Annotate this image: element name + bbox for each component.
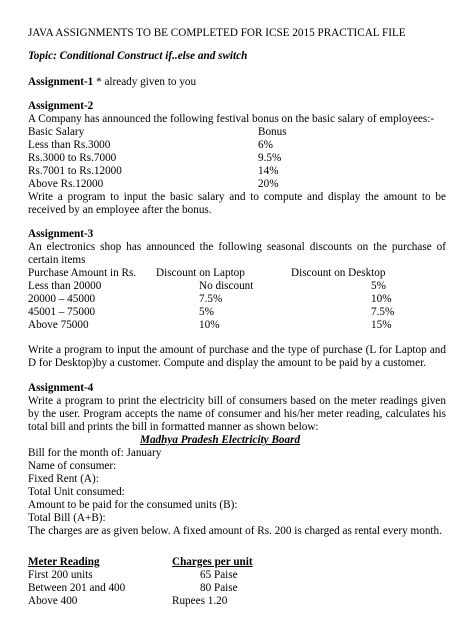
discount-header-desktop: Discount on Desktop: [291, 267, 386, 279]
consumer-name-line: Name of consumer:: [28, 460, 117, 472]
charges-note: The charges are as given below. A fixed amount of Rs. 200 is charged as rental every month.: [28, 525, 442, 537]
bonus-row-range: Rs.7001 to Rs.12000: [28, 165, 122, 177]
discount-row-desktop: 7.5%: [371, 306, 395, 318]
bonus-header-bonus: Bonus: [258, 126, 287, 138]
discount-row-laptop: 10%: [199, 319, 220, 331]
discount-row-desktop: 15%: [371, 319, 392, 331]
topic-heading: Topic: Conditional Construct if..else and switch: [28, 50, 248, 62]
bonus-row-range: Rs.3000 to Rs.7000: [28, 152, 117, 164]
discount-header-laptop: Discount on Laptop: [156, 267, 245, 279]
fixed-rent-line: Fixed Rent (A):: [28, 473, 99, 485]
meter-row-reading: Above 400: [28, 595, 78, 607]
discount-row-laptop: No discount: [199, 280, 254, 292]
discount-header-amount: Purchase Amount in Rs.: [28, 267, 137, 279]
amount-line: Amount to be paid for the consumed units (B):: [28, 499, 238, 511]
bill-month-line: Bill for the month of: January: [28, 447, 162, 459]
meter-header-reading: Meter Reading: [28, 556, 100, 568]
meter-row-reading: Between 201 and 400: [28, 582, 126, 594]
discount-row-desktop: 5%: [371, 280, 386, 292]
bonus-row-value: 14%: [258, 165, 279, 177]
meter-header-charge: Charges per unit: [172, 556, 253, 568]
units-consumed-line: Total Unit consumed:: [28, 486, 125, 498]
assignment-1: [28, 76, 196, 89]
discount-row-range: Less than 20000: [28, 280, 102, 292]
bonus-row-value: 20%: [258, 178, 279, 190]
meter-row-charge: 80 Paise: [200, 582, 238, 594]
discount-row-laptop: 5%: [199, 306, 214, 318]
document-title: JAVA ASSIGNMENTS TO BE COMPLETED FOR ICSE 2015 PRACTICAL FILE: [28, 27, 406, 39]
assignment-1-note: * already given to you: [93, 76, 197, 88]
bonus-header-salary: Basic Salary: [28, 126, 85, 138]
meter-row-charge: Rupees 1.20: [172, 595, 228, 607]
assignment-4-intro: Write a program to print the electricity bill of consumers based on the meter readings given by the user. Program accepts the name of consumer and his/her meter reading, calculates his total bill and prints the bill in formatted manner as shown below:: [28, 395, 446, 433]
assignment-4-heading: Assignment-4: [28, 382, 94, 394]
board-title: Madhya Pradesh Electricity Board: [140, 434, 301, 446]
assignment-2-task: Write a program to input the basic salary and to compute and display the amount to be received by an employee after the bonus.: [28, 191, 446, 216]
assignment-2-intro: A Company has announced the following festival bonus on the basic salary of employees:-: [28, 113, 435, 125]
discount-row-laptop: 7.5%: [199, 293, 223, 305]
bonus-row-value: 6%: [258, 139, 273, 151]
total-bill-line: Total Bill (A+B):: [28, 512, 106, 524]
discount-row-range: Above 75000: [28, 319, 89, 331]
discount-row-range: 45001 – 75000: [28, 306, 96, 318]
bonus-row-range: Less than Rs.3000: [28, 139, 111, 151]
discount-row-desktop: 10%: [371, 293, 392, 305]
discount-row-range: 20000 – 45000: [28, 293, 96, 305]
meter-row-reading: First 200 units: [28, 569, 93, 581]
assignment-3-intro: An electronics shop has announced the following seasonal discounts on the purchase of certain items: [28, 241, 446, 266]
assignment-3-task: Write a program to input the amount of purchase and the type of purchase (L for Laptop and D for Desktop)by a customer. Compute and display the amount to be paid by a customer.: [28, 344, 446, 369]
bonus-row-value: 9.5%: [258, 152, 282, 164]
meter-row-charge: 65 Paise: [200, 569, 238, 581]
assignment-1-heading: Assignment-1: [28, 76, 94, 88]
assignment-3-heading: Assignment-3: [28, 228, 94, 240]
bonus-row-range: Above Rs.12000: [28, 178, 104, 190]
assignment-2-heading: Assignment-2: [28, 100, 94, 112]
